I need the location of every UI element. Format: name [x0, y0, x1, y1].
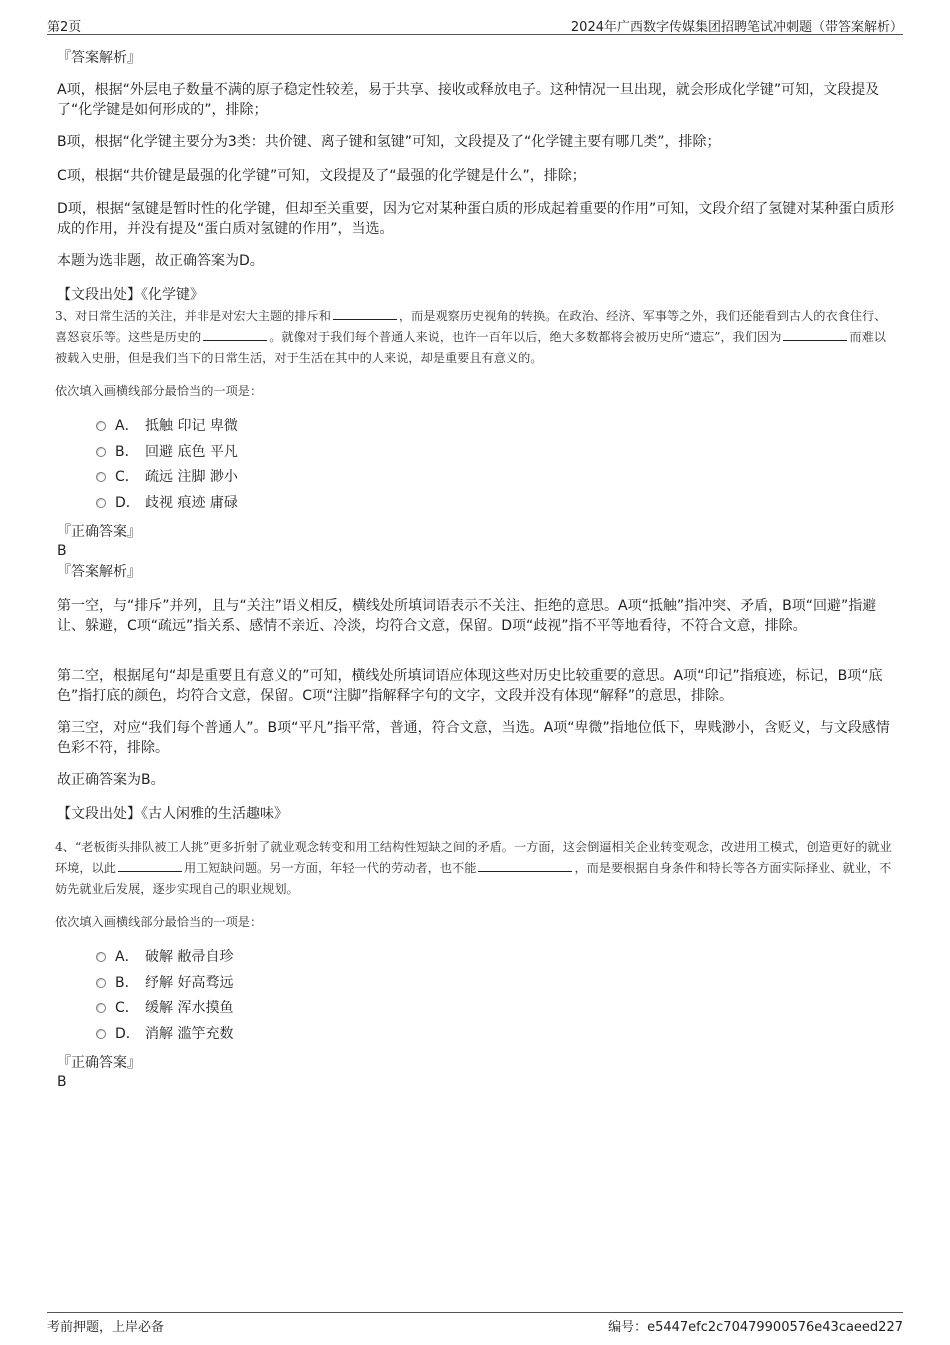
q3-answer-title: 『正确答案』 — [57, 524, 141, 540]
q3-option-a[interactable]: A． 抵触 印记 卑微 — [96, 416, 238, 436]
radio-icon[interactable] — [96, 472, 106, 482]
fill-blank — [333, 308, 397, 320]
q3-conclusion: 故正确答案为B。 — [57, 772, 165, 788]
q4-option-b[interactable]: B． 纾解 好高骛远 — [96, 973, 233, 993]
q4-stem: 4、“老板街头排队被工人挑”更多折射了就业观念转变和用工结构性短缺之间的矛盾。一方面，这会倒逼相关企业转变观念，改进用工模式，创造更好的就业环境，以此 用工短缺问题。另一方面，年轻一代的劳动者，也不能 ，而是要根据自身条件和特长等各方面实际择业、就业，不妨先就业后发展，逐步实现自己的职业规划。 — [55, 840, 892, 896]
radio-icon[interactable] — [96, 978, 106, 988]
q3-option-b[interactable]: B． 回避 底色 平凡 — [96, 442, 238, 462]
q2-analysis-para: B项，根据“化学键主要分为3类：共价键、离子键和氢键”可知，文段提及了“化学键主要有哪几类”，排除； — [57, 134, 721, 150]
page-header — [47, 14, 903, 35]
q3-option-c[interactable]: C． 疏远 注脚 渺小 — [96, 467, 238, 487]
q3-option-d[interactable]: D． 歧视 痕迹 庸碌 — [96, 493, 238, 513]
q2-source: 【文段出处】《化学键》 — [57, 287, 204, 303]
q2-analysis-para: C项，根据“共价键是最强的化学键”可知，文段提及了“最强的化学键是什么”，排除； — [57, 168, 586, 184]
q2-conclusion: 本题为选非题，故正确答案为D。 — [57, 253, 264, 269]
q3-source: 【文段出处】《古人闲雅的生活趣味》 — [57, 806, 288, 822]
q4-option-c[interactable]: C． 缓解 浑水摸鱼 — [96, 998, 233, 1018]
fill-blank — [783, 329, 847, 341]
radio-icon[interactable] — [96, 1029, 106, 1039]
page-footer — [47, 1312, 903, 1333]
q2-analysis-para: A项，根据“外层电子数量不满的原子稳定性较差，易于共享、接收或释放电子。这种情况一旦出现，就会形成化学键”可知，文段提及了“化学键是如何形成的”，排除； — [57, 82, 880, 118]
q4-answer: B — [57, 1074, 67, 1090]
radio-icon[interactable] — [96, 498, 106, 508]
q3-analysis-para: 第一空，与“排斥”并列，且与“关注”语义相反，横线处所填词语表示不关注、拒绝的意思。A项“抵触”指冲突、矛盾，B项“回避”指避让、躲避，C项“疏远”指关系、感情不亲近、冷淡，均符合文意，保留。D项“歧视”指不平等地看待，不符合文意，排除。 — [57, 598, 877, 634]
radio-icon[interactable] — [96, 447, 106, 457]
q3-prompt: 依次填入画横线部分最恰当的一项是： — [55, 384, 263, 398]
q2-analysis-title: 『答案解析』 — [57, 50, 141, 66]
footer-slogan: 考前押题，上岸必备 — [47, 1320, 165, 1335]
q4-prompt: 依次填入画横线部分最恰当的一项是： — [55, 915, 263, 929]
q3-answer: B — [57, 543, 67, 559]
radio-icon[interactable] — [96, 952, 106, 962]
q3-analysis-para: 第二空，根据尾句“却是重要且有意义的”可知，横线处所填词语应体现这些对历史比较重要的意思。A项“印记”指痕迹，标记，B项“底色”指打底的颜色，均符合文意，保留。C项“注脚”指解释字句的文字，文段并没有体现“解释”的意思，排除。 — [57, 668, 883, 704]
q3-analysis-title: 『答案解析』 — [57, 564, 141, 580]
q4-option-d[interactable]: D． 消解 滥竽充数 — [96, 1024, 233, 1044]
page-number: 第2页 — [47, 20, 82, 35]
document-title: 2024年广西数字传媒集团招聘笔试冲刺题（带答案解析） — [570, 20, 903, 35]
fill-blank — [478, 860, 572, 872]
q4-answer-title: 『正确答案』 — [57, 1055, 141, 1071]
q4-option-a[interactable]: A． 破解 敝帚自珍 — [96, 947, 233, 967]
radio-icon[interactable] — [96, 421, 106, 431]
radio-icon[interactable] — [96, 1003, 106, 1013]
q3-stem: 3、对日常生活的关注，并非是对宏大主题的排斥和 ，而是观察历史视角的转换。在政治、经济、军事等之外，我们还能看到古人的衣食住行、喜怒哀乐等。这些是历史的 。就像对于我们每个普通人来说，也许一百年以后，绝大多数都将会被历史所“遗忘”，我们因为 而难以被载入史册，但是我们当下的日常生活，对于生活在其中的人来说，却是重要且有意义的。 — [55, 309, 887, 365]
document-code: 编号：e5447efc2c70479900576e43caeed227 — [608, 1320, 903, 1335]
q2-analysis-para: D项，根据“氢键是暂时性的化学键，但却至关重要，因为它对某种蛋白质的形成起着重要的作用”可知，文段介绍了氢键对某种蛋白质形成的作用，并没有提及“蛋白质对氢键的作用”，当选。 — [57, 201, 895, 237]
fill-blank — [118, 860, 182, 872]
fill-blank — [203, 329, 267, 341]
q3-analysis-para: 第三空，对应“我们每个普通人”。B项“平凡”指平常，普通，符合文意，当选。A项“卑微”指地位低下，卑贱渺小，含贬义，与文段感情色彩不符，排除。 — [57, 720, 890, 756]
